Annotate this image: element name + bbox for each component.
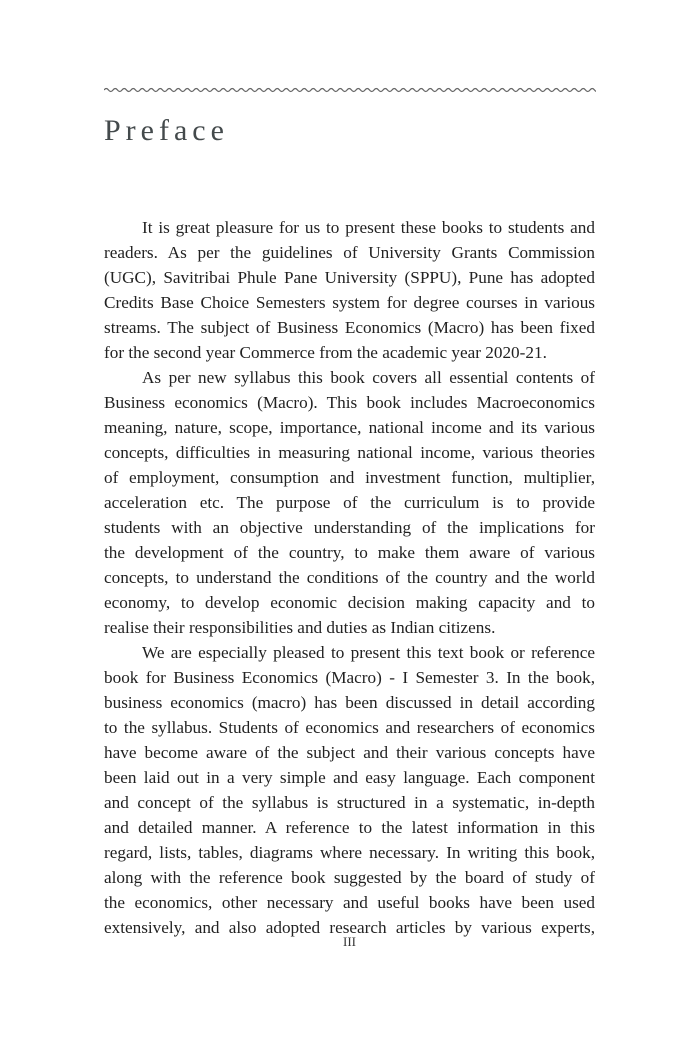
text-line: have become aware of the subject and their various concepts have: [104, 743, 595, 762]
text-line: It is great pleasure for us to present these books to students and: [142, 218, 595, 237]
text-line: along with the reference book suggested by the board of study of: [104, 868, 595, 887]
preface-body: [104, 215, 595, 940]
paragraph: [104, 215, 595, 365]
text-line: Business economics (Macro). This book includes Macroeconomics: [104, 393, 595, 412]
text-line: the development of the country, to make them aware of various: [104, 543, 595, 562]
wavy-divider: [104, 84, 596, 96]
text-line: meaning, nature, scope, importance, national income and its various: [104, 418, 595, 437]
text-line: and detailed manner. A reference to the latest information in this: [104, 818, 595, 837]
text-line: business economics (macro) has been discussed in detail according: [104, 693, 595, 712]
text-line: concepts, difficulties in measuring national income, various theories: [104, 443, 595, 462]
text-line: realise their responsibilities and duties as Indian citizens.: [104, 618, 496, 637]
text-line: of employment, consumption and investment function, multiplier,: [104, 468, 595, 487]
text-line: to the syllabus. Students of economics and researchers of economics: [104, 718, 595, 737]
text-line: concepts, to understand the conditions of the country and the world: [104, 568, 595, 587]
text-line: extensively, and also adopted research articles by various experts,: [104, 918, 595, 937]
text-line: for the second year Commerce from the academic year 2020-21.: [104, 343, 547, 362]
text-line: been laid out in a very simple and easy language. Each component: [104, 768, 595, 787]
text-line: Credits Base Choice Semesters system for degree courses in various: [104, 293, 595, 312]
text-line: students with an objective understanding of the implications for: [104, 518, 595, 537]
text-line: (UGC), Savitribai Phule Pane University (SPPU), Pune has adopted: [104, 268, 595, 287]
text-line: We are especially pleased to present this text book or reference: [142, 643, 595, 662]
text-line: As per new syllabus this book covers all essential contents of: [142, 368, 595, 387]
text-line: the economics, other necessary and useful books have been used: [104, 893, 595, 912]
text-line: and concept of the syllabus is structured in a systematic, in-depth: [104, 793, 595, 812]
text-line: readers. As per the guidelines of University Grants Commission: [104, 243, 595, 262]
text-line: regard, lists, tables, diagrams where necessary. In writing this book,: [104, 843, 595, 862]
text-line: streams. The subject of Business Economics (Macro) has been fixed: [104, 318, 595, 337]
text-line: book for Business Economics (Macro) - I Semester 3. In the book,: [104, 668, 595, 687]
text-line: acceleration etc. The purpose of the curriculum is to provide: [104, 493, 595, 512]
text-line: economy, to develop economic decision making capacity and to: [104, 593, 595, 612]
paragraph: [104, 640, 595, 940]
page-number: III: [343, 934, 356, 949]
page-title: Preface: [104, 114, 229, 147]
paragraph: [104, 365, 595, 640]
